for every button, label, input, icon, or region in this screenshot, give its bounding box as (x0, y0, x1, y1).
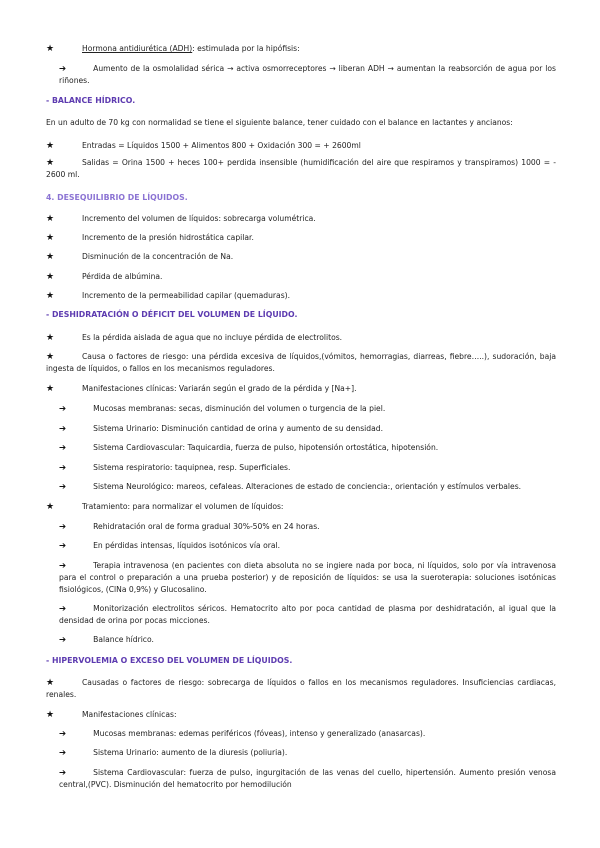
arrow-item (59, 747, 556, 759)
arrow-text: Mucosas membranas: edemas periféricos (fóveas), intenso y generalizado (anasarcas). (93, 729, 426, 738)
arrow-bullet-icon: ➔ (59, 604, 67, 614)
arrow-text: Balance hídrico. (93, 635, 154, 644)
star-bullet-icon: ★ (46, 502, 55, 512)
arrow-text: Rehidratación oral de forma gradual 30%-50% en 24 horas. (93, 522, 320, 531)
star-bullet-icon: ★ (46, 291, 55, 301)
arrow-text: Aumento de la osmolalidad sérica → activa osmorreceptores → liberan ADH → aumentan la reabsorción de agua por los riñones. (59, 64, 556, 85)
arrow-item (59, 560, 556, 596)
star-bullet-icon: ★ (46, 352, 55, 362)
bullet-item (46, 213, 556, 225)
arrow-text: Sistema Cardiovascular: fuerza de pulso, ingurgitación de las venas del cuello, hipertensión. Aumento presión venosa central,(PVC). Disminución del hematocrito por hemodilución (59, 768, 556, 789)
bullet-item (46, 232, 556, 244)
arrow-bullet-icon: ➔ (59, 424, 67, 434)
arrow-bullet-icon: ➔ (59, 729, 67, 739)
bullet-text: Causadas o factores de riesgo: sobrecarga de líquidos o fallos en los mecanismos reguladores. Insuficiencias cardiacas, renales. (46, 678, 556, 699)
bullet-item (46, 271, 556, 283)
arrow-text: Mucosas membranas: secas, disminución del volumen o turgencia de la piel. (93, 404, 386, 413)
bullet-item (46, 290, 556, 302)
bullet-text: Disminución de la concentración de Na. (82, 252, 234, 261)
arrow-item (59, 728, 556, 740)
arrow-bullet-icon: ➔ (59, 482, 67, 492)
arrow-item-adh (59, 63, 556, 87)
bullet-item (46, 332, 556, 344)
bullet-text: Manifestaciones clínicas: Variarán según el grado de la pérdida y [Na+]. (82, 384, 357, 393)
bullet-item (46, 351, 556, 375)
arrow-bullet-icon: ➔ (59, 404, 67, 414)
bullet-item-entradas (46, 140, 556, 152)
arrow-bullet-icon: ➔ (59, 748, 67, 758)
arrow-item (59, 462, 556, 474)
star-bullet-icon: ★ (46, 710, 55, 720)
arrow-item (59, 603, 556, 627)
arrow-bullet-icon: ➔ (59, 522, 67, 532)
arrow-item (59, 540, 556, 552)
arrow-text: Sistema Urinario: Disminución cantidad de orina y aumento de su densidad. (93, 424, 383, 433)
arrow-bullet-icon: ➔ (59, 463, 67, 473)
adh-description: : estimulada por la hipófisis: (192, 44, 300, 53)
arrow-text: Sistema Cardiovascular: Taquicardia, fuerza de pulso, hipotensión ortostática, hipotensión. (93, 443, 439, 452)
arrow-bullet-icon: ➔ (59, 541, 67, 551)
star-bullet-icon: ★ (46, 141, 55, 151)
heading-desequilibrio: 4. DESEQUILIBRIO DE LÍQUIDOS. (46, 193, 188, 202)
arrow-item (59, 481, 556, 493)
bullet-text: Manifestaciones clínicas: (82, 710, 177, 719)
bullet-item (46, 251, 556, 263)
arrow-text: Sistema Neurológico: mareos, cefaleas. Alteraciones de estado de conciencia:, orientación y estímulos verbales. (93, 482, 522, 491)
bullet-item (46, 501, 556, 513)
arrow-text: Terapia intravenosa (en pacientes con dieta absoluta no se ingiere nada por boca, ni líquidos, solo por vía intravenosa para el control o preparación a una prueba posterior) y de reposición de líquidos: se usa la sueroterapia: soluciones isotónicas fisiológicos, (ClNa 0,9%) y Glucosalino. (59, 561, 556, 594)
heading-hipervolemia: - HIPERVOLEMIA O EXCESO DEL VOLUMEN DE LÍQUIDOS. (46, 656, 293, 665)
bullet-text: Incremento del volumen de líquidos: sobrecarga volumétrica. (82, 214, 316, 223)
bullet-text: Entradas = Líquidos 1500 + Alimentos 800 + Oxidación 300 = + 2600ml (82, 141, 361, 150)
paragraph-balance: En un adulto de 70 kg con normalidad se tiene el siguiente balance, tener cuidado con el balance en lactantes y ancianos: (46, 118, 513, 127)
bullet-item (46, 677, 556, 701)
star-bullet-icon: ★ (46, 333, 55, 343)
arrow-bullet-icon: ➔ (59, 635, 67, 645)
arrow-item (59, 423, 556, 435)
heading-balance-hidrico: - BALANCE HÍDRICO. (46, 96, 136, 105)
bullet-item (46, 709, 556, 721)
arrow-bullet-icon: ➔ (59, 443, 67, 453)
arrow-item (59, 634, 556, 646)
star-bullet-icon: ★ (46, 272, 55, 282)
arrow-text: Monitorización electrolitos séricos. Hematocrito alto por poca cantidad de plasma por deshidratación, al igual que la densidad de orina por pocas micciones. (59, 604, 556, 625)
star-bullet-icon: ★ (46, 384, 55, 394)
arrow-bullet-icon: ➔ (59, 561, 67, 571)
star-bullet-icon: ★ (46, 678, 55, 688)
heading-deshidratacion: - DESHIDRATACIÓN O DÉFICIT DEL VOLUMEN DE LÍQUIDO. (46, 310, 298, 319)
star-bullet-icon: ★ (46, 214, 55, 224)
arrow-text: Sistema respiratorio: taquipnea, resp. Superficiales. (93, 463, 291, 472)
bullet-text: Es la pérdida aislada de agua que no incluye pérdida de electrolitos. (82, 333, 343, 342)
arrow-item (59, 403, 556, 415)
arrow-item (59, 521, 556, 533)
bullet-item-adh (46, 43, 556, 55)
star-bullet-icon: ★ (46, 44, 55, 54)
star-bullet-icon: ★ (46, 158, 55, 168)
arrow-item (59, 442, 556, 454)
arrow-bullet-icon: ➔ (59, 64, 67, 74)
bullet-text: Incremento de la permeabilidad capilar (quemaduras). (82, 291, 291, 300)
bullet-text: Salidas = Orina 1500 + heces 100+ perdida insensible (humidificación del aire que respiramos y transpiramos) 1000 = - 2600 ml. (46, 158, 556, 179)
bullet-item-salidas (46, 157, 556, 181)
bullet-text: Incremento de la presión hidrostática capilar. (82, 233, 254, 242)
bullet-item (46, 383, 556, 395)
arrow-item (59, 767, 556, 791)
arrow-bullet-icon: ➔ (59, 768, 67, 778)
arrow-text: Sistema Urinario: aumento de la diuresis (poliuria). (93, 748, 288, 757)
star-bullet-icon: ★ (46, 252, 55, 262)
adh-term: Hormona antidiurética (ADH) (82, 44, 193, 53)
bullet-text: Tratamiento: para normalizar el volumen de líquidos: (82, 502, 284, 511)
star-bullet-icon: ★ (46, 233, 55, 243)
arrow-text: En pérdidas intensas, líquidos isotónicos vía oral. (93, 541, 281, 550)
bullet-text: Causa o factores de riesgo: una pérdida excesiva de líquidos,(vómitos, hemorragias, diarreas, fiebre…..), sudoración, baja ingesta de líquidos, o fallos en los mecanismos reguladores. (46, 352, 556, 373)
bullet-text: Pérdida de albúmina. (82, 272, 163, 281)
